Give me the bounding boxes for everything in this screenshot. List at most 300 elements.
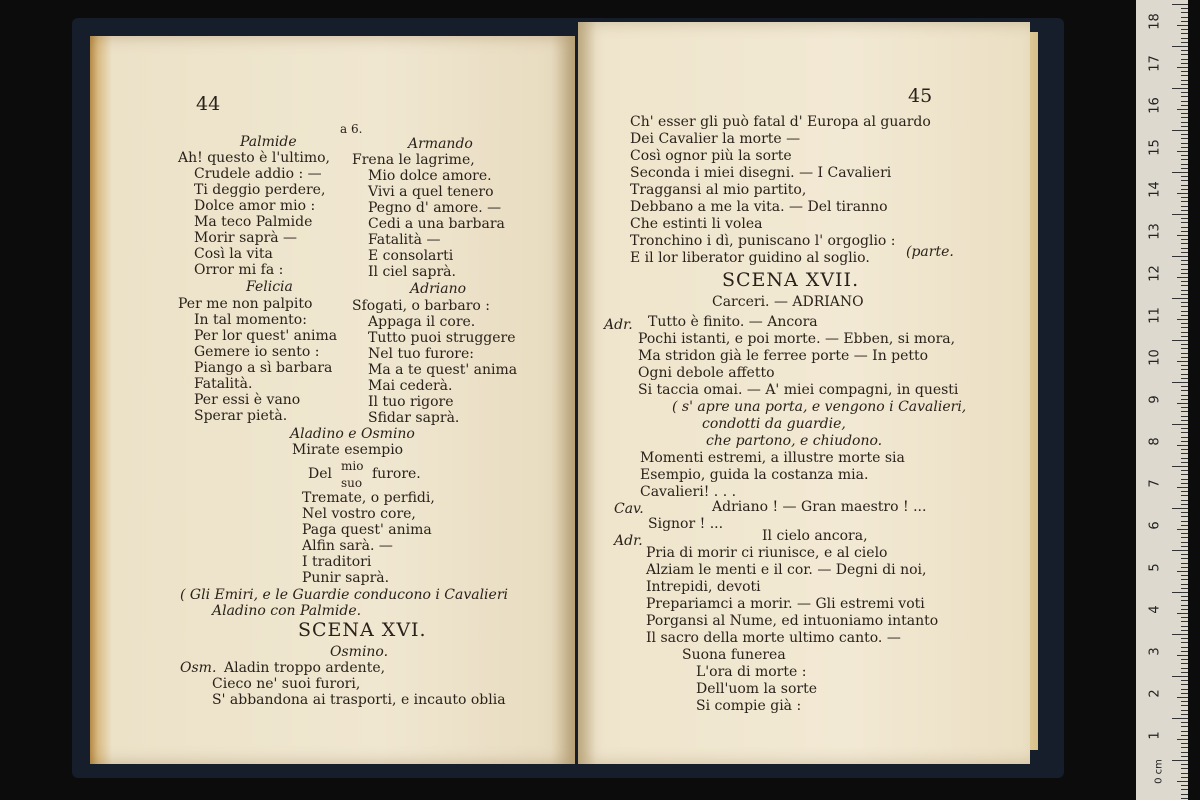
felicia-line: Sperar pietà. bbox=[194, 408, 288, 424]
stage-direction: che partono, e chiudono. bbox=[706, 433, 883, 449]
ruler-tick bbox=[1181, 117, 1188, 118]
ruler-tick bbox=[1181, 290, 1188, 291]
ruler-tick bbox=[1172, 382, 1188, 383]
speaker-label: Adr. bbox=[604, 317, 633, 333]
ruler-tick bbox=[1181, 638, 1188, 639]
ruler-number: 15 bbox=[1147, 139, 1163, 156]
ruler-tick bbox=[1181, 420, 1188, 421]
ruler-tick bbox=[1181, 516, 1188, 517]
verse-line: Suona funerea bbox=[682, 647, 786, 663]
ruler-tick bbox=[1172, 466, 1188, 467]
ruler-tick bbox=[1181, 311, 1188, 312]
ruler-tick bbox=[1181, 579, 1188, 580]
ruler-tick bbox=[1181, 563, 1188, 564]
ruler-tick bbox=[1181, 12, 1188, 13]
ruler-tick bbox=[1181, 252, 1188, 253]
ruler-tick bbox=[1181, 105, 1188, 106]
ruler-tick bbox=[1181, 143, 1188, 144]
verse-line: E il lor liberator guidino al soglio. bbox=[630, 250, 870, 266]
ruler-tick bbox=[1177, 571, 1188, 572]
ruler-number: 16 bbox=[1147, 97, 1163, 114]
ruler-tick bbox=[1177, 67, 1188, 68]
ruler-tick bbox=[1181, 462, 1188, 463]
felicia-line: Per essi è vano bbox=[194, 392, 301, 408]
ruler-tick bbox=[1181, 554, 1188, 555]
ruler-tick bbox=[1181, 600, 1188, 601]
ruler-tick bbox=[1181, 491, 1188, 492]
ruler-tick bbox=[1181, 609, 1188, 610]
ruler-tick bbox=[1181, 294, 1188, 295]
ruler-tick bbox=[1181, 168, 1188, 169]
ruler-tick bbox=[1181, 416, 1188, 417]
ruler-number: 12 bbox=[1147, 265, 1163, 282]
armando-line: E consolarti bbox=[368, 248, 454, 264]
ruler-tick bbox=[1177, 445, 1188, 446]
ruler-tick bbox=[1181, 794, 1188, 795]
ruler-tick bbox=[1181, 54, 1188, 55]
ruler-tick bbox=[1172, 298, 1188, 299]
ruler-tick bbox=[1181, 470, 1188, 471]
ruler-tick bbox=[1181, 63, 1188, 64]
verse-line: Il sacro della morte ultimo canto. — bbox=[646, 630, 901, 646]
verse-line: Ogni debole affetto bbox=[638, 365, 775, 381]
speaker-armando: Armando bbox=[408, 136, 473, 152]
verse-line: Tronchino i dì, puniscano l' orgoglio : bbox=[630, 233, 896, 249]
ruler-tick bbox=[1181, 789, 1188, 790]
ruler-tick bbox=[1181, 206, 1188, 207]
ruler-tick bbox=[1172, 46, 1188, 47]
ruler-tick bbox=[1181, 710, 1188, 711]
ruler-tick bbox=[1181, 21, 1188, 22]
ruler-tick bbox=[1181, 407, 1188, 408]
ruler-tick bbox=[1181, 378, 1188, 379]
ruler-tick bbox=[1181, 243, 1188, 244]
felicia-line: Per lor quest' anima bbox=[194, 328, 338, 344]
stage-direction: ( Gli Emiri, e le Guardie conducono i Cavalieri bbox=[180, 587, 508, 603]
verse-line: Il cielo ancora, bbox=[762, 528, 868, 544]
ruler-tick bbox=[1181, 33, 1188, 34]
ruler-tick bbox=[1172, 172, 1188, 173]
verse-line: Traggansi al mio partito, bbox=[630, 182, 807, 198]
verse-line: Momenti estremi, a illustre morte sia bbox=[640, 450, 905, 466]
ruler-number: 1 bbox=[1147, 731, 1163, 740]
ruler-tick bbox=[1181, 747, 1188, 748]
palmide-line: Ah! questo è l'ultimo, bbox=[178, 150, 330, 166]
ruler-tick bbox=[1181, 411, 1188, 412]
ruler-tick bbox=[1181, 500, 1188, 501]
ruler-tick bbox=[1181, 684, 1188, 685]
ruler-tick bbox=[1181, 185, 1188, 186]
ruler-tick bbox=[1181, 222, 1188, 223]
ruler-tick bbox=[1181, 647, 1188, 648]
ruler-number: 8 bbox=[1147, 437, 1163, 446]
adriano-line: Nel tuo furore: bbox=[368, 346, 474, 362]
palmide-line: Crudele addio : — bbox=[194, 166, 322, 182]
verse-line: Alziam le menti e il cor. — Degni di noi, bbox=[646, 562, 927, 578]
armando-line: Frena le lagrime, bbox=[352, 152, 475, 168]
palmide-line: Ti deggio perdere, bbox=[194, 182, 326, 198]
stage-direction: (parte. bbox=[906, 244, 954, 260]
ruler-tick bbox=[1181, 768, 1188, 769]
ruler-number: 11 bbox=[1147, 307, 1163, 324]
ruler-tick bbox=[1181, 50, 1188, 51]
ruler-tick bbox=[1181, 714, 1188, 715]
ruler-tick bbox=[1181, 164, 1188, 165]
ruler-tick bbox=[1181, 546, 1188, 547]
verse-line: Alfin sarà. — bbox=[302, 538, 393, 554]
ruler-tick bbox=[1177, 151, 1188, 152]
verse-line: Intrepidi, devoti bbox=[646, 579, 761, 595]
ruler-tick bbox=[1181, 315, 1188, 316]
ruler-tick bbox=[1181, 596, 1188, 597]
ruler-tick bbox=[1177, 781, 1188, 782]
ruler-tick bbox=[1181, 210, 1188, 211]
adriano-line: Mai cederà. bbox=[368, 378, 453, 394]
ruler-tick bbox=[1181, 773, 1188, 774]
ruler-tick bbox=[1177, 25, 1188, 26]
adriano-line: Tutto puoi struggere bbox=[368, 330, 516, 346]
ruler-tick bbox=[1181, 437, 1188, 438]
ruler-tick bbox=[1181, 731, 1188, 732]
felicia-line: Gemere io sento : bbox=[194, 344, 320, 360]
ruler-tick bbox=[1177, 613, 1188, 614]
ruler-tick bbox=[1172, 550, 1188, 551]
ruler-tick bbox=[1181, 642, 1188, 643]
ruler-tick bbox=[1181, 584, 1188, 585]
ruler-number: 13 bbox=[1147, 223, 1163, 240]
palmide-line: Orror mi fa : bbox=[194, 262, 284, 278]
ruler-tick bbox=[1181, 735, 1188, 736]
ruler-tick bbox=[1181, 504, 1188, 505]
ruler-tick bbox=[1181, 344, 1188, 345]
a6-label: a 6. bbox=[340, 122, 363, 136]
ruler-tick bbox=[1181, 134, 1188, 135]
ruler-tick bbox=[1181, 159, 1188, 160]
speaker-aladino-osmino: Aladino e Osmino bbox=[290, 426, 415, 442]
ruler-tick bbox=[1172, 256, 1188, 257]
verse-line: Dei Cavalier la morte — bbox=[630, 131, 801, 147]
ruler-number: 10 bbox=[1147, 349, 1163, 366]
ruler-tick bbox=[1181, 92, 1188, 93]
ruler-tick bbox=[1181, 357, 1188, 358]
ruler-tick bbox=[1181, 273, 1188, 274]
ruler-tick bbox=[1172, 676, 1188, 677]
ruler-tick bbox=[1181, 8, 1188, 9]
ruler-tick bbox=[1181, 17, 1188, 18]
speaker-label: Osm. bbox=[180, 660, 217, 676]
ruler-tick bbox=[1181, 621, 1188, 622]
ruler-tick bbox=[1181, 743, 1188, 744]
ruler-tick bbox=[1181, 521, 1188, 522]
verse-line: Paga quest' anima bbox=[302, 522, 432, 538]
ruler-tick bbox=[1177, 319, 1188, 320]
ruler-tick bbox=[1181, 239, 1188, 240]
verse-word: suo bbox=[341, 476, 363, 490]
ruler-tick bbox=[1181, 689, 1188, 690]
ruler-number: 4 bbox=[1147, 605, 1163, 614]
ruler-tick bbox=[1181, 764, 1188, 765]
verse-line: Dell'uom la sorte bbox=[696, 681, 817, 697]
verse-word: furore. bbox=[372, 466, 421, 482]
ruler-tick bbox=[1181, 231, 1188, 232]
ruler-tick bbox=[1177, 235, 1188, 236]
ruler-tick bbox=[1181, 101, 1188, 102]
verse-line: Tremate, o perfidi, bbox=[302, 490, 435, 506]
ruler-tick bbox=[1181, 752, 1188, 753]
stage-direction: Aladino con Palmide. bbox=[212, 603, 362, 619]
ruler-tick bbox=[1181, 201, 1188, 202]
stage-direction: ( s' apre una porta, e vengono i Cavalieri, bbox=[672, 399, 967, 415]
ruler-tick bbox=[1181, 785, 1188, 786]
ruler-tick bbox=[1177, 739, 1188, 740]
ruler-tick bbox=[1177, 361, 1188, 362]
speaker-label: Adr. bbox=[614, 533, 643, 549]
ruler-tick bbox=[1181, 59, 1188, 60]
ruler-tick bbox=[1177, 697, 1188, 698]
ruler-tick bbox=[1181, 126, 1188, 127]
scene-subtitle: Carceri. — ADRIANO bbox=[712, 294, 864, 310]
verse-line: Adriano ! — Gran maestro ! ... bbox=[712, 499, 927, 515]
ruler-tick bbox=[1172, 592, 1188, 593]
ruler-tick bbox=[1181, 306, 1188, 307]
scene-character: Osmino. bbox=[330, 644, 389, 660]
speaker-adriano: Adriano bbox=[410, 281, 467, 297]
ruler-tick bbox=[1181, 38, 1188, 39]
ruler-tick bbox=[1181, 474, 1188, 475]
measuring-ruler bbox=[1136, 0, 1188, 800]
armando-line: Cedi a una barbara bbox=[368, 216, 505, 232]
ruler-tick bbox=[1181, 449, 1188, 450]
ruler-tick bbox=[1181, 323, 1188, 324]
ruler-tick bbox=[1181, 630, 1188, 631]
ruler-tick bbox=[1181, 567, 1188, 568]
ruler-tick bbox=[1181, 227, 1188, 228]
page-number-left: 44 bbox=[196, 93, 221, 115]
ruler-tick bbox=[1181, 285, 1188, 286]
ruler-unit: 0 cm bbox=[1153, 759, 1165, 784]
ruler-tick bbox=[1177, 655, 1188, 656]
ruler-tick bbox=[1172, 130, 1188, 131]
ruler-tick bbox=[1181, 248, 1188, 249]
ruler-tick bbox=[1181, 722, 1188, 723]
ruler-tick bbox=[1181, 197, 1188, 198]
ruler-tick bbox=[1181, 626, 1188, 627]
ruler-tick bbox=[1181, 663, 1188, 664]
ruler-tick bbox=[1181, 668, 1188, 669]
ruler-tick bbox=[1177, 487, 1188, 488]
armando-line: Pegno d' amore. — bbox=[368, 200, 502, 216]
palmide-line: Dolce amor mio : bbox=[194, 198, 316, 214]
ruler-tick bbox=[1181, 327, 1188, 328]
ruler-tick bbox=[1172, 4, 1188, 5]
ruler-tick bbox=[1181, 155, 1188, 156]
adriano-line: Ma a te quest' anima bbox=[368, 362, 518, 378]
ruler-tick bbox=[1181, 353, 1188, 354]
ruler-tick bbox=[1181, 588, 1188, 589]
ruler-tick bbox=[1181, 756, 1188, 757]
verse-line: Pochi istanti, e poi morte. — Ebben, si mora, bbox=[638, 331, 956, 347]
ruler-tick bbox=[1181, 176, 1188, 177]
verse-line: Aladin troppo ardente, bbox=[224, 660, 386, 676]
ruler-tick bbox=[1181, 260, 1188, 261]
ruler-tick bbox=[1181, 537, 1188, 538]
ruler-tick bbox=[1181, 672, 1188, 673]
ruler-tick bbox=[1181, 80, 1188, 81]
verse-line: Seconda i miei disegni. — I Cavalieri bbox=[630, 165, 892, 181]
ruler-tick bbox=[1172, 508, 1188, 509]
ruler-tick bbox=[1181, 542, 1188, 543]
verse-line: L'ora di morte : bbox=[696, 664, 807, 680]
ruler-tick bbox=[1181, 348, 1188, 349]
ruler-tick bbox=[1181, 651, 1188, 652]
ruler-tick bbox=[1172, 424, 1188, 425]
ruler-tick bbox=[1172, 214, 1188, 215]
palmide-line: Morir saprà — bbox=[194, 230, 298, 246]
armando-line: Fatalità — bbox=[368, 232, 441, 248]
ruler-tick bbox=[1181, 428, 1188, 429]
ruler-tick bbox=[1181, 512, 1188, 513]
ruler-tick bbox=[1172, 88, 1188, 89]
felicia-line: Fatalità. bbox=[194, 376, 253, 392]
ruler-tick bbox=[1181, 458, 1188, 459]
speaker-palmide: Palmide bbox=[240, 134, 297, 150]
ruler-tick bbox=[1181, 432, 1188, 433]
ruler-tick bbox=[1177, 109, 1188, 110]
ruler-tick bbox=[1181, 269, 1188, 270]
ruler-tick bbox=[1181, 453, 1188, 454]
ruler-tick bbox=[1181, 369, 1188, 370]
verse-line: Porgansi al Nume, ed intuoniamo intanto bbox=[646, 613, 939, 629]
ruler-tick bbox=[1181, 680, 1188, 681]
verse-line: Così ognor più la sorte bbox=[630, 148, 792, 164]
verse-line: Cavalieri! . . . bbox=[640, 484, 737, 500]
ruler-tick bbox=[1181, 395, 1188, 396]
ruler-tick bbox=[1181, 374, 1188, 375]
ruler-tick bbox=[1181, 726, 1188, 727]
ruler-tick bbox=[1181, 29, 1188, 30]
speaker-label: Cav. bbox=[614, 501, 644, 517]
verse-line: Debbano a me la vita. — Del tiranno bbox=[630, 199, 888, 215]
ruler-tick bbox=[1181, 332, 1188, 333]
adriano-line: Il tuo rigore bbox=[368, 394, 454, 410]
verse-line: Punir saprà. bbox=[302, 570, 390, 586]
verse-word: mio bbox=[341, 459, 364, 473]
ruler-tick bbox=[1181, 605, 1188, 606]
ruler-tick bbox=[1181, 42, 1188, 43]
felicia-line: In tal momento: bbox=[194, 312, 307, 328]
ruler-number: 7 bbox=[1147, 479, 1163, 488]
ruler-tick bbox=[1181, 525, 1188, 526]
ruler-tick bbox=[1177, 193, 1188, 194]
ruler-tick bbox=[1172, 760, 1188, 761]
speaker-felicia: Felicia bbox=[246, 279, 293, 295]
ruler-tick bbox=[1181, 75, 1188, 76]
verse-line: Cieco ne' suoi furori, bbox=[212, 676, 361, 692]
ruler-tick bbox=[1181, 777, 1188, 778]
stage-direction: condotti da guardie, bbox=[702, 416, 846, 432]
ruler-number: 2 bbox=[1147, 689, 1163, 698]
ruler-tick bbox=[1181, 399, 1188, 400]
page-number-right: 45 bbox=[908, 85, 933, 107]
verse-line: Del bbox=[308, 466, 332, 482]
ruler-tick bbox=[1181, 483, 1188, 484]
ruler-tick bbox=[1181, 386, 1188, 387]
ruler-tick bbox=[1177, 403, 1188, 404]
felicia-line: Piango a sì barbara bbox=[194, 360, 333, 376]
verse-line: Ma stridon già le ferree porte — In petto bbox=[638, 348, 929, 364]
ruler-tick bbox=[1181, 558, 1188, 559]
ruler-tick bbox=[1181, 390, 1188, 391]
verse-line: Signor ! ... bbox=[648, 516, 724, 532]
palmide-line: Così la vita bbox=[194, 246, 273, 262]
scene-title: SCENA XVII. bbox=[722, 269, 860, 291]
verse-line: Prepariamci a morir. — Gli estremi voti bbox=[646, 596, 925, 612]
ruler-tick bbox=[1181, 365, 1188, 366]
verse-line: Pria di morir ci riunisce, e al cielo bbox=[646, 545, 888, 561]
ruler-number: 14 bbox=[1147, 181, 1163, 198]
ruler-tick bbox=[1181, 180, 1188, 181]
felicia-line: Per me non palpito bbox=[178, 296, 313, 312]
verse-line: Ch' esser gli può fatal d' Europa al guardo bbox=[630, 114, 931, 130]
ruler-tick bbox=[1181, 533, 1188, 534]
ruler-tick bbox=[1181, 147, 1188, 148]
ruler-tick bbox=[1181, 302, 1188, 303]
armando-line: Il ciel saprà. bbox=[368, 264, 456, 280]
ruler-number: 17 bbox=[1147, 55, 1163, 72]
ruler-tick bbox=[1177, 277, 1188, 278]
armando-line: Mio dolce amore. bbox=[368, 168, 492, 184]
palmide-line: Ma teco Palmide bbox=[194, 214, 313, 230]
ruler-number: 18 bbox=[1147, 13, 1163, 30]
ruler-number: 5 bbox=[1147, 563, 1163, 572]
verse-line: Si compie già : bbox=[696, 698, 802, 714]
armando-line: Vivi a quel tenero bbox=[368, 184, 494, 200]
ruler-tick bbox=[1181, 798, 1188, 799]
ruler-tick bbox=[1181, 693, 1188, 694]
adriano-line: Appaga il core. bbox=[368, 314, 476, 330]
verse-line: Tutto è finito. — Ancora bbox=[648, 314, 818, 330]
ruler-tick bbox=[1181, 189, 1188, 190]
ruler-number: 9 bbox=[1147, 395, 1163, 404]
ruler-number: 6 bbox=[1147, 521, 1163, 530]
adriano-line: Sfidar saprà. bbox=[368, 410, 460, 426]
ruler-tick bbox=[1181, 113, 1188, 114]
ruler-tick bbox=[1181, 659, 1188, 660]
verse-line: S' abbandona ai trasporti, e incauto oblia bbox=[212, 692, 506, 708]
ruler-tick bbox=[1177, 529, 1188, 530]
ruler-tick bbox=[1181, 495, 1188, 496]
verse-line: Esempio, guida la costanza mia. bbox=[640, 467, 869, 483]
ruler-tick bbox=[1181, 96, 1188, 97]
verse-line: Si taccia omai. — A' miei compagni, in questi bbox=[638, 382, 959, 398]
ruler-tick bbox=[1181, 617, 1188, 618]
ruler-tick bbox=[1181, 281, 1188, 282]
ruler-tick bbox=[1181, 138, 1188, 139]
ruler-tick bbox=[1181, 71, 1188, 72]
ruler-tick bbox=[1181, 705, 1188, 706]
ruler-tick bbox=[1181, 122, 1188, 123]
verse-line: Mirate esempio bbox=[292, 442, 404, 458]
ruler-tick bbox=[1172, 340, 1188, 341]
ruler-tick bbox=[1181, 336, 1188, 337]
verse-line: Nel vostro core, bbox=[302, 506, 416, 522]
verse-line: Che estinti li volea bbox=[630, 216, 763, 232]
adriano-line: Sfogati, o barbaro : bbox=[352, 298, 490, 314]
ruler-number: 3 bbox=[1147, 647, 1163, 656]
ruler-tick bbox=[1181, 479, 1188, 480]
scene-title: SCENA XVI. bbox=[298, 619, 427, 641]
ruler-tick bbox=[1181, 218, 1188, 219]
